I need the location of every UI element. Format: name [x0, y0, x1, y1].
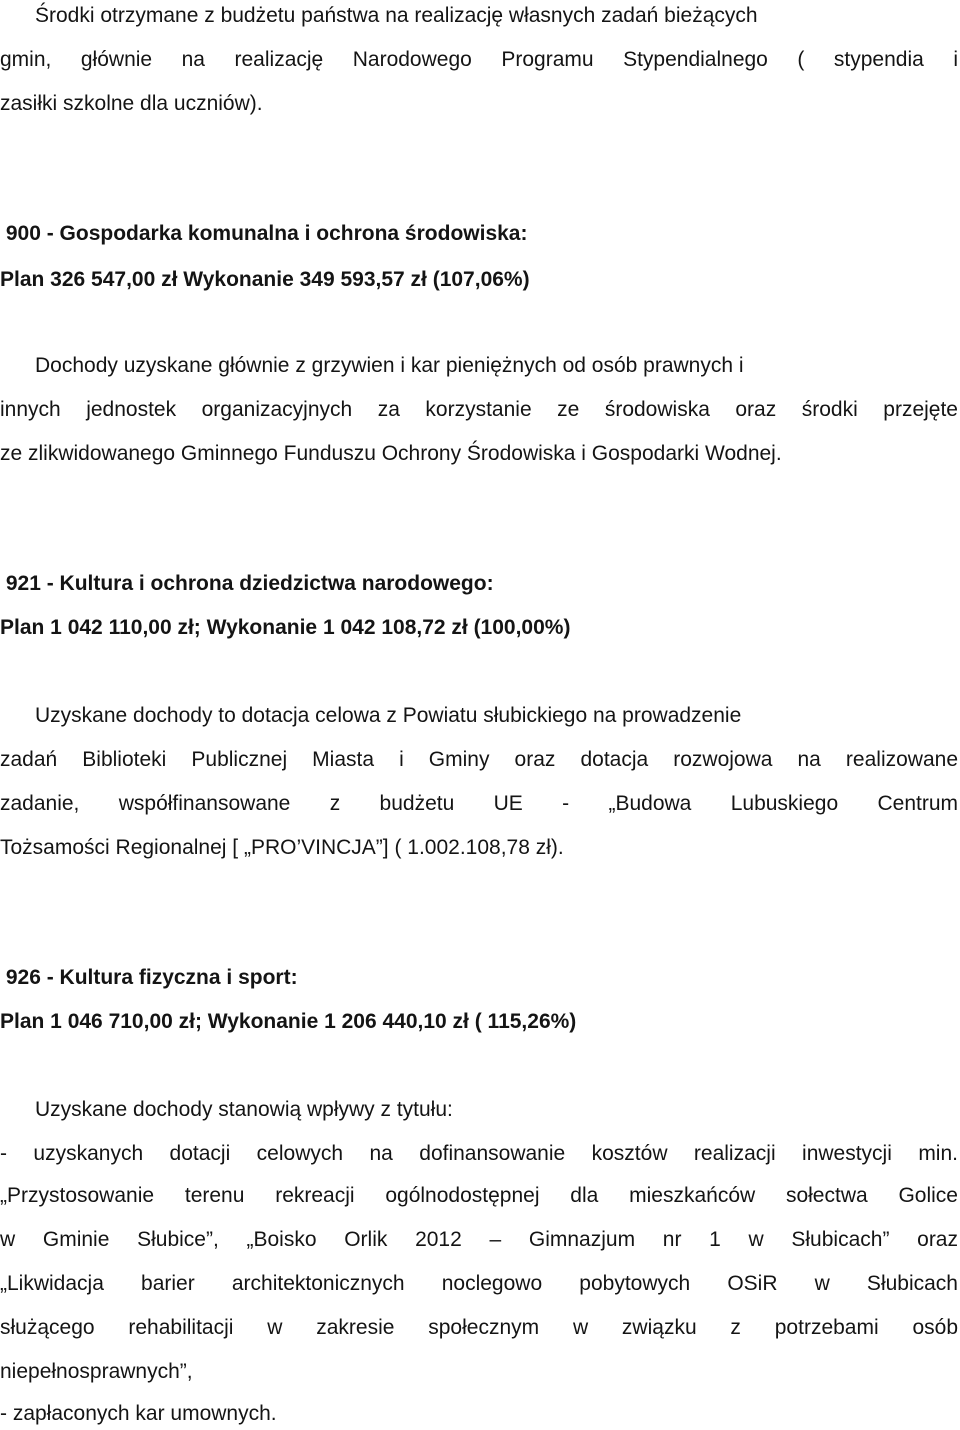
section-921-plan: Plan 1 042 110,00 zł; Wykonanie 1 042 108,72 zł (100,00%): [0, 616, 571, 639]
section-900-body-line-1: Dochody uzyskane głównie z grzywien i kar pieniężnych od osób prawnych i: [0, 354, 744, 377]
section-921-body-line-2: zadań Biblioteki Publicznej Miasta i Gminy oraz dotacja rozwojowa na realizowane: [0, 748, 958, 771]
section-900-plan: Plan 326 547,00 zł Wykonanie 349 593,57 zł (107,06%): [0, 268, 530, 291]
intro-line-2: gmin, głównie na realizację Narodowego Programu Stypendialnego ( stypendia i: [0, 48, 958, 71]
section-900-heading: 900 - Gospodarka komunalna i ochrona środowiska:: [0, 222, 528, 245]
section-926-heading: 926 - Kultura fizyczna i sport:: [0, 966, 298, 989]
section-926-body-line-7: niepełnosprawnych”,: [0, 1360, 193, 1383]
section-926-body-line-2: - uzyskanych dotacji celowych na dofinansowanie kosztów realizacji inwestycji min.: [0, 1142, 958, 1165]
section-926-body-line-3: „Przystosowanie terenu rekreacji ogólnodostępnej dla mieszkańców sołectwa Golice: [0, 1184, 958, 1207]
section-900-body-line-3: ze zlikwidowanego Gminnego Funduszu Ochrony Środowiska i Gospodarki Wodnej.: [0, 442, 782, 465]
intro-line-1: Środki otrzymane z budżetu państwa na realizację własnych zadań bieżących: [0, 4, 758, 27]
intro-line-3: zasiłki szkolne dla uczniów).: [0, 92, 263, 115]
section-926-body-line-5: „Likwidacja barier architektonicznych noclegowo pobytowych OSiR w Słubicach: [0, 1272, 958, 1295]
section-900-body-line-2: innych jednostek organizacyjnych za korzystanie ze środowiska oraz środki przejęte: [0, 398, 958, 421]
section-926-plan: Plan 1 046 710,00 zł; Wykonanie 1 206 440,10 zł ( 115,26%): [0, 1010, 577, 1033]
section-921-body-line-4: Tożsamości Regionalnej [ „PRO’VINCJA”] ( 1.002.108,78 zł).: [0, 836, 564, 859]
section-921-body-line-3: zadanie, współfinansowane z budżetu UE - „Budowa Lubuskiego Centrum: [0, 792, 958, 815]
section-921-heading: 921 - Kultura i ochrona dziedzictwa narodowego:: [0, 572, 494, 595]
section-926-body-line-4: w Gminie Słubice”, „Boisko Orlik 2012 – Gimnazjum nr 1 w Słubicach” oraz: [0, 1228, 958, 1251]
section-926-body-line-6: służącego rehabilitacji w zakresie społecznym w związku z potrzebami osób: [0, 1316, 958, 1339]
section-921-body-line-1: Uzyskane dochody to dotacja celowa z Powiatu słubickiego na prowadzenie: [0, 704, 742, 727]
section-926-body-line-8: - zapłaconych kar umownych.: [0, 1402, 277, 1425]
section-926-body-line-1: Uzyskane dochody stanowią wpływy z tytułu:: [0, 1098, 453, 1121]
